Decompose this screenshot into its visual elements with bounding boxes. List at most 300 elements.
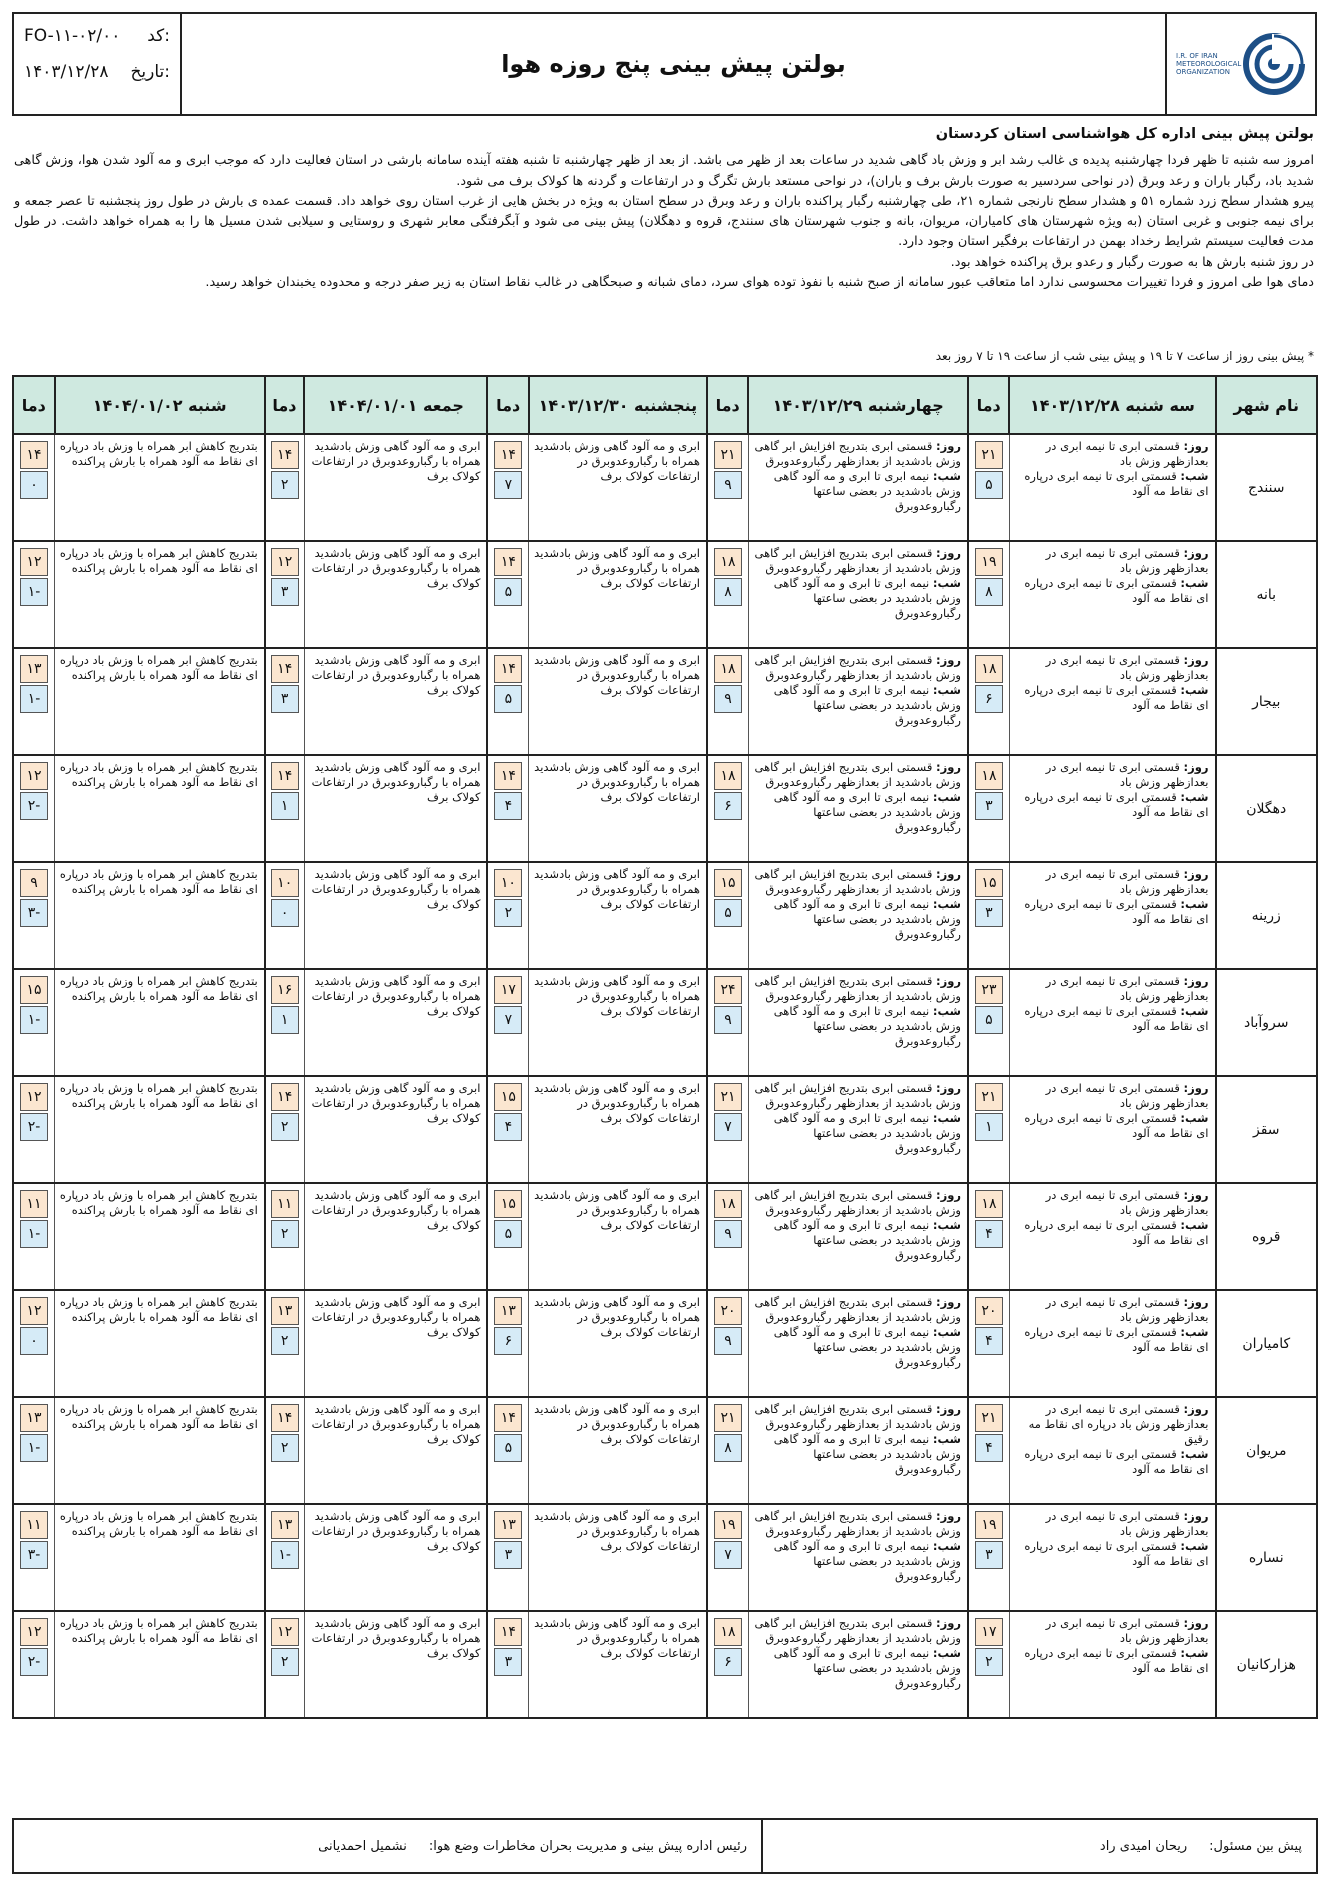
temperature-cell xyxy=(707,1397,748,1504)
bulletin-paragraph: در روز شنبه بارش ها به صورت رگبار و رعدو برق پراکنده خواهد بود. xyxy=(950,254,1314,270)
forecast-text: ابری و مه آلود گاهی وزش بادشدید همراه با رگباروعدوبرق در ارتفاعات کولاک برف xyxy=(534,1509,700,1553)
night-label: شب: xyxy=(932,1218,961,1232)
temperature-cell xyxy=(265,969,304,1076)
temperature-cell xyxy=(487,1611,528,1718)
temperature-cell xyxy=(968,1290,1009,1397)
forecast-text: بتدریج کاهش ابر همراه با وزش باد درپاره ای نقاط مه آلود همراه با بارش پراکنده xyxy=(59,1402,258,1431)
day-forecast-text: قسمتی ابری تا نیمه ابری در بعدازظهر وزش باد xyxy=(1045,1295,1209,1324)
max-temp: ۱۷ xyxy=(975,1618,1003,1646)
city-name: مریوان xyxy=(1245,1442,1287,1459)
city-name: قروه xyxy=(1251,1228,1281,1245)
city-name: دهگلان xyxy=(1246,800,1287,817)
min-temp: -۱ xyxy=(20,1006,48,1034)
forecast-description-cell xyxy=(55,1076,265,1183)
max-temp: ۱۱ xyxy=(20,1190,48,1218)
temperature-cell xyxy=(13,1183,55,1290)
day-forecast-text: قسمتی ابری بتدریج افزایش ابر گاهی وزش بادشدید از بعدازظهر رگباروعدوبرق xyxy=(754,653,961,682)
forecast-description-cell xyxy=(529,1504,707,1611)
night-forecast-text: قسمتی ابری تا نیمه ابری درپاره ای نقاط مه آلود xyxy=(1024,1447,1209,1476)
forecast-text: ابری و مه آلود گاهی وزش بادشدید همراه با رگباروعدوبرق در ارتفاعات کولاک برف xyxy=(311,439,481,483)
min-temp: -۳ xyxy=(20,1541,48,1569)
day-label: روز: xyxy=(935,546,961,560)
city-cell xyxy=(1216,1611,1318,1718)
table-row xyxy=(13,1397,1317,1504)
temperature-cell xyxy=(968,1076,1009,1183)
max-temp: ۱۳ xyxy=(20,1404,48,1432)
night-label: شب: xyxy=(1180,897,1209,911)
day-column-header: چهارشنبه ۱۴۰۳/۱۲/۲۹ xyxy=(748,376,968,434)
min-temp: ۲ xyxy=(271,1113,299,1141)
forecast-description-cell xyxy=(748,1504,968,1611)
day-forecast-text: قسمتی ابری بتدریج افزایش ابر گاهی وزش بادشدید از بعدازظهر رگباروعدوبرق xyxy=(754,546,961,575)
day-label: روز: xyxy=(1183,974,1209,988)
temperature-cell xyxy=(707,969,748,1076)
min-temp: ۷ xyxy=(714,1113,742,1141)
day-label: روز: xyxy=(1183,1295,1209,1309)
min-temp: ۴ xyxy=(975,1434,1003,1462)
min-temp: ۸ xyxy=(975,578,1003,606)
night-forecast-text: قسمتی ابری تا نیمه ابری درپاره ای نقاط مه آلود xyxy=(1024,1646,1209,1675)
max-temp: ۱۳ xyxy=(271,1297,299,1325)
head-label: رئیس اداره پیش بینی و مدیریت بحران مخاطرات وضع هوا: xyxy=(428,1838,747,1854)
date-label: تاریخ: xyxy=(130,62,170,82)
day-label: روز: xyxy=(935,1295,961,1309)
min-temp: -۱ xyxy=(20,1220,48,1248)
temperature-cell xyxy=(487,434,528,541)
temperature-cell xyxy=(13,862,55,969)
temperature-cell xyxy=(968,1611,1009,1718)
day-forecast-text: قسمتی ابری تا نیمه ابری در بعدازظهر وزش باد xyxy=(1045,1081,1209,1110)
forecast-text: ابری و مه آلود گاهی وزش بادشدید همراه با رگباروعدوبرق در ارتفاعات کولاک برف xyxy=(311,546,481,590)
forecast-description-cell xyxy=(1009,755,1215,862)
max-temp: ۱۸ xyxy=(714,655,742,683)
code-value: FO-۱۱-۰۲/۰۰ xyxy=(24,26,121,46)
forecast-text: ابری و مه آلود گاهی وزش بادشدید همراه با رگباروعدوبرق در ارتفاعات کولاک برف xyxy=(311,1509,481,1553)
forecast-description-cell xyxy=(1009,434,1215,541)
temperature-cell xyxy=(265,434,304,541)
night-label: شب: xyxy=(932,576,961,590)
min-temp: -۱ xyxy=(20,1434,48,1462)
night-forecast-text: قسمتی ابری تا نیمه ابری درپاره ای نقاط مه آلود xyxy=(1024,897,1209,926)
forecast-text: ابری و مه آلود گاهی وزش بادشدید همراه با رگباروعدوبرق در ارتفاعات کولاک برف xyxy=(311,1402,481,1446)
temp-column-header: دما xyxy=(487,376,528,434)
day-forecast-text: قسمتی ابری بتدریج افزایش ابر گاهی وزش بادشدید از بعدازظهر رگباروعدوبرق xyxy=(754,439,961,468)
forecast-text: بتدریج کاهش ابر همراه با وزش باد درپاره ای نقاط مه آلود همراه با بارش پراکنده xyxy=(59,1509,258,1538)
max-temp: ۱۴ xyxy=(271,655,299,683)
forecast-text: بتدریج کاهش ابر همراه با وزش باد درپاره ای نقاط مه آلود همراه با بارش پراکنده xyxy=(59,1616,258,1645)
max-temp: ۱۳ xyxy=(494,1511,522,1539)
forecast-description-cell xyxy=(304,969,487,1076)
forecast-text: ابری و مه آلود گاهی وزش بادشدید همراه با رگباروعدوبرق در ارتفاعات کولاک برف xyxy=(534,653,700,697)
city-cell xyxy=(1216,1290,1318,1397)
organization-logo xyxy=(1165,14,1315,114)
night-forecast-text: نیمه ابری تا ابری و مه آلود گاهی وزش بادشدید در بعضی ساعتها رگباروعدوبرق xyxy=(773,790,961,834)
min-temp: ۷ xyxy=(714,1541,742,1569)
temp-column-header: دما xyxy=(265,376,304,434)
forecast-table-body xyxy=(13,434,1317,1718)
max-temp: ۱۲ xyxy=(20,1618,48,1646)
temperature-cell xyxy=(707,862,748,969)
night-label: شب: xyxy=(1180,469,1209,483)
min-temp: ۱ xyxy=(975,1113,1003,1141)
min-temp: ۹ xyxy=(714,1220,742,1248)
table-row xyxy=(13,1611,1317,1718)
night-label: شب: xyxy=(1180,576,1209,590)
temperature-cell xyxy=(707,1076,748,1183)
max-temp: ۱۵ xyxy=(494,1190,522,1218)
forecast-description-cell xyxy=(304,541,487,648)
temperature-cell xyxy=(265,1611,304,1718)
night-label: شب: xyxy=(932,1539,961,1553)
max-temp: ۱۸ xyxy=(714,762,742,790)
max-temp: ۱۲ xyxy=(271,1618,299,1646)
forecast-description-cell xyxy=(55,1290,265,1397)
day-label: روز: xyxy=(1183,546,1209,560)
min-temp: -۱ xyxy=(20,685,48,713)
max-temp: ۱۴ xyxy=(494,1404,522,1432)
city-name: سنندج xyxy=(1247,479,1285,496)
temperature-cell xyxy=(265,1290,304,1397)
min-temp: ۲ xyxy=(271,1648,299,1676)
min-temp: ۲ xyxy=(975,1648,1003,1676)
forecast-text: ابری و مه آلود گاهی وزش بادشدید همراه با رگباروعدوبرق در ارتفاعات کولاک برف xyxy=(311,1295,481,1339)
min-temp: ۶ xyxy=(975,685,1003,713)
forecast-text: بتدریج کاهش ابر همراه با وزش باد درپاره ای نقاط مه آلود همراه با بارش پراکنده xyxy=(59,1188,258,1217)
max-temp: ۱۴ xyxy=(271,1404,299,1432)
min-temp: ۲ xyxy=(271,1327,299,1355)
day-label: روز: xyxy=(935,760,961,774)
document-code-block xyxy=(14,14,182,114)
day-forecast-text: قسمتی ابری بتدریج افزایش ابر گاهی وزش بادشدید از بعدازظهر رگباروعدوبرق xyxy=(754,1402,961,1431)
temperature-cell xyxy=(487,1183,528,1290)
forecast-text: ابری و مه آلود گاهی وزش بادشدید همراه با رگباروعدوبرق در ارتفاعات کولاک برف xyxy=(534,1295,700,1339)
day-forecast-text: قسمتی ابری تا نیمه ابری در بعدازظهر وزش باد xyxy=(1045,1509,1209,1538)
max-temp: ۲۱ xyxy=(975,1083,1003,1111)
forecast-description-cell xyxy=(748,969,968,1076)
day-label: روز: xyxy=(935,1188,961,1202)
max-temp: ۱۹ xyxy=(714,1511,742,1539)
day-forecast-text: قسمتی ابری بتدریج افزایش ابر گاهی وزش بادشدید از بعدازظهر رگباروعدوبرق xyxy=(754,760,961,789)
max-temp: ۱۸ xyxy=(975,655,1003,683)
day-forecast-text: قسمتی ابری تا نیمه ابری در بعدازظهر وزش باد xyxy=(1045,1616,1209,1645)
temperature-cell xyxy=(968,434,1009,541)
day-forecast-text: قسمتی ابری بتدریج افزایش ابر گاهی وزش بادشدید از بعدازظهر رگباروعدوبرق xyxy=(754,1295,961,1324)
forecast-description-cell xyxy=(304,648,487,755)
max-temp: ۲۰ xyxy=(714,1297,742,1325)
forecast-description-cell xyxy=(1009,1183,1215,1290)
temperature-cell xyxy=(487,969,528,1076)
temperature-cell xyxy=(968,648,1009,755)
forecast-text: ابری و مه آلود گاهی وزش بادشدید همراه با رگباروعدوبرق در ارتفاعات کولاک برف xyxy=(311,1188,481,1232)
forecast-description-cell xyxy=(1009,1504,1215,1611)
forecast-text: ابری و مه آلود گاهی وزش بادشدید همراه با رگباروعدوبرق در ارتفاعات کولاک برف xyxy=(534,1188,700,1232)
table-row xyxy=(13,1183,1317,1290)
max-temp: ۱۸ xyxy=(975,762,1003,790)
forecast-text: ابری و مه آلود گاهی وزش بادشدید همراه با رگباروعدوبرق در ارتفاعات کولاک برف xyxy=(534,1616,700,1660)
forecast-text: ابری و مه آلود گاهی وزش بادشدید همراه با رگباروعدوبرق در ارتفاعات کولاک برف xyxy=(534,760,700,804)
day-column-header: پنجشنبه ۱۴۰۳/۱۲/۳۰ xyxy=(529,376,707,434)
temperature-cell xyxy=(13,1504,55,1611)
forecaster-signature xyxy=(761,1820,1316,1872)
min-temp: ۰ xyxy=(20,1327,48,1355)
forecast-description-cell xyxy=(529,755,707,862)
temperature-cell xyxy=(13,1611,55,1718)
day-label: روز: xyxy=(1183,1188,1209,1202)
forecaster-name: ریحان امیدی راد xyxy=(1099,1838,1188,1854)
document-header xyxy=(12,12,1317,116)
temperature-cell xyxy=(487,648,528,755)
min-temp: -۳ xyxy=(20,899,48,927)
temperature-cell xyxy=(707,434,748,541)
forecast-description-cell xyxy=(304,434,487,541)
forecast-hours-note: * پیش بینی روز از ساعت ۷ تا ۱۹ و پیش بینی شب از ساعت ۱۹ تا ۷ روز بعد xyxy=(935,349,1314,363)
max-temp: ۱۲ xyxy=(20,1297,48,1325)
temperature-cell xyxy=(265,755,304,862)
forecast-text: ابری و مه آلود گاهی وزش بادشدید همراه با رگباروعدوبرق در ارتفاعات کولاک برف xyxy=(311,867,481,911)
city-cell xyxy=(1216,541,1318,648)
temperature-cell xyxy=(968,969,1009,1076)
temperature-cell xyxy=(487,1504,528,1611)
temperature-cell xyxy=(265,648,304,755)
head-signature xyxy=(14,1820,761,1872)
min-temp: ۹ xyxy=(714,471,742,499)
night-forecast-text: قسمتی ابری تا نیمه ابری درپاره ای نقاط مه آلود xyxy=(1024,1111,1209,1140)
min-temp: ۳ xyxy=(494,1648,522,1676)
min-temp: ۲ xyxy=(271,1220,299,1248)
night-label: شب: xyxy=(932,790,961,804)
night-label: شب: xyxy=(1180,683,1209,697)
forecast-description-cell xyxy=(1009,541,1215,648)
min-temp: ۵ xyxy=(494,1434,522,1462)
temperature-cell xyxy=(968,1397,1009,1504)
day-forecast-text: قسمتی ابری تا نیمه ابری در بعدازظهر وزش باد xyxy=(1045,867,1209,896)
night-label: شب: xyxy=(932,1004,961,1018)
temperature-cell xyxy=(968,541,1009,648)
night-label: شب: xyxy=(1180,1325,1209,1339)
night-forecast-text: قسمتی ابری تا نیمه ابری درپاره ای نقاط مه آلود xyxy=(1024,1325,1209,1354)
forecast-description-cell xyxy=(304,1290,487,1397)
min-temp: ۴ xyxy=(975,1220,1003,1248)
max-temp: ۱۵ xyxy=(494,1083,522,1111)
max-temp: ۲۱ xyxy=(975,441,1003,469)
table-row xyxy=(13,541,1317,648)
forecast-text: بتدریج کاهش ابر همراه با وزش باد درپاره ای نقاط مه آلود همراه با بارش پراکنده xyxy=(59,546,258,575)
night-label: شب: xyxy=(932,1432,961,1446)
city-cell xyxy=(1216,755,1318,862)
day-forecast-text: قسمتی ابری بتدریج افزایش ابر گاهی وزش بادشدید از بعدازظهر رگباروعدوبرق xyxy=(754,1509,961,1538)
night-forecast-text: نیمه ابری تا ابری و مه آلود گاهی وزش بادشدید در بعضی ساعتها رگباروعدوبرق xyxy=(773,1539,961,1583)
night-forecast-text: قسمتی ابری تا نیمه ابری درپاره ای نقاط مه آلود xyxy=(1024,576,1209,605)
min-temp: ۷ xyxy=(494,471,522,499)
temperature-cell xyxy=(13,434,55,541)
head-name: نشمیل احمدیانی xyxy=(318,1838,407,1854)
night-label: شب: xyxy=(1180,1646,1209,1660)
max-temp: ۱۳ xyxy=(494,1297,522,1325)
min-temp: ۷ xyxy=(494,1006,522,1034)
min-temp: ۰ xyxy=(271,899,299,927)
min-temp: ۶ xyxy=(494,1327,522,1355)
min-temp: -۲ xyxy=(20,1113,48,1141)
city-name: سروآباد xyxy=(1243,1014,1289,1031)
min-temp: ۹ xyxy=(714,1006,742,1034)
night-forecast-text: نیمه ابری تا ابری و مه آلود گاهی وزش بادشدید در بعضی ساعتها رگباروعدوبرق xyxy=(773,1111,961,1155)
max-temp: ۱۴ xyxy=(494,762,522,790)
forecast-description-cell xyxy=(55,1504,265,1611)
night-forecast-text: نیمه ابری تا ابری و مه آلود گاهی وزش بادشدید در بعضی ساعتها رگباروعدوبرق xyxy=(773,469,961,513)
min-temp: ۲ xyxy=(271,471,299,499)
night-forecast-text: قسمتی ابری تا نیمه ابری درپاره ای نقاط مه آلود xyxy=(1024,1218,1209,1247)
forecast-text: ابری و مه آلود گاهی وزش بادشدید همراه با رگباروعدوبرق در ارتفاعات کولاک برف xyxy=(534,867,700,911)
day-label: روز: xyxy=(935,1616,961,1630)
day-label: روز: xyxy=(1183,653,1209,667)
day-forecast-text: قسمتی ابری بتدریج افزایش ابر گاهی وزش بادشدید از بعدازظهر رگباروعدوبرق xyxy=(754,867,961,896)
day-forecast-text: قسمتی ابری بتدریج افزایش ابر گاهی وزش بادشدید از بعدازظهر رگباروعدوبرق xyxy=(754,1081,961,1110)
forecast-text: ابری و مه آلود گاهی وزش بادشدید همراه با رگباروعدوبرق در ارتفاعات کولاک برف xyxy=(534,1081,700,1125)
temperature-cell xyxy=(707,648,748,755)
forecast-description-cell xyxy=(55,969,265,1076)
day-forecast-text: قسمتی ابری تا نیمه ابری در بعدازظهر وزش باد درپاره ای نقاط مه رقیق xyxy=(1028,1402,1209,1446)
forecast-text: ابری و مه آلود گاهی وزش بادشدید همراه با رگباروعدوبرق در ارتفاعات کولاک برف xyxy=(534,974,700,1018)
temperature-cell xyxy=(13,541,55,648)
forecast-text: ابری و مه آلود گاهی وزش بادشدید همراه با رگباروعدوبرق در ارتفاعات کولاک برف xyxy=(311,974,481,1018)
night-label: شب: xyxy=(1180,1539,1209,1553)
temperature-cell xyxy=(13,969,55,1076)
temperature-cell xyxy=(265,1504,304,1611)
max-temp: ۱۹ xyxy=(975,1511,1003,1539)
min-temp: ۹ xyxy=(714,685,742,713)
min-temp: ۴ xyxy=(494,1113,522,1141)
meteorological-organization-logo-icon xyxy=(1242,32,1306,96)
temp-column-header: دما xyxy=(968,376,1009,434)
min-temp: ۳ xyxy=(494,1541,522,1569)
day-label: روز: xyxy=(935,867,961,881)
max-temp: ۱۳ xyxy=(271,1511,299,1539)
forecast-text: ابری و مه آلود گاهی وزش بادشدید همراه با رگباروعدوبرق در ارتفاعات کولاک برف xyxy=(311,1081,481,1125)
day-label: روز: xyxy=(1183,1616,1209,1630)
night-label: شب: xyxy=(932,1111,961,1125)
forecast-description-cell xyxy=(529,1397,707,1504)
temperature-cell xyxy=(968,1504,1009,1611)
min-temp: ۶ xyxy=(714,1648,742,1676)
city-cell xyxy=(1216,1076,1318,1183)
max-temp: ۱۲ xyxy=(20,762,48,790)
max-temp: ۱۸ xyxy=(975,1190,1003,1218)
min-temp: ۱ xyxy=(271,1006,299,1034)
temperature-cell xyxy=(487,1397,528,1504)
night-forecast-text: نیمه ابری تا ابری و مه آلود گاهی وزش بادشدید در بعضی ساعتها رگباروعدوبرق xyxy=(773,1218,961,1262)
min-temp: ۳ xyxy=(271,578,299,606)
forecast-text: بتدریج کاهش ابر همراه با وزش باد درپاره ای نقاط مه آلود همراه با بارش پراکنده xyxy=(59,974,258,1003)
day-label: روز: xyxy=(935,1509,961,1523)
min-temp: ۸ xyxy=(714,578,742,606)
night-forecast-text: نیمه ابری تا ابری و مه آلود گاهی وزش بادشدید در بعضی ساعتها رگباروعدوبرق xyxy=(773,1432,961,1476)
forecast-text: بتدریج کاهش ابر همراه با وزش باد درپاره ای نقاط مه آلود همراه با بارش پراکنده xyxy=(59,653,258,682)
min-temp: -۲ xyxy=(20,1648,48,1676)
min-temp: ۸ xyxy=(714,1434,742,1462)
temperature-cell xyxy=(13,1290,55,1397)
temperature-cell xyxy=(968,1183,1009,1290)
temperature-cell xyxy=(487,1290,528,1397)
max-temp: ۲۱ xyxy=(714,441,742,469)
day-forecast-text: قسمتی ابری تا نیمه ابری در بعدازظهر وزش باد xyxy=(1045,760,1209,789)
city-cell xyxy=(1216,648,1318,755)
forecast-description-cell xyxy=(304,1397,487,1504)
night-forecast-text: نیمه ابری تا ابری و مه آلود گاهی وزش بادشدید در بعضی ساعتها رگباروعدوبرق xyxy=(773,1325,961,1369)
city-cell xyxy=(1216,1183,1318,1290)
day-label: روز: xyxy=(1183,1081,1209,1095)
day-column-header: شنبه ۱۴۰۴/۰۱/۰۲ xyxy=(55,376,265,434)
table-row xyxy=(13,434,1317,541)
forecast-description-cell xyxy=(748,862,968,969)
forecast-description-cell xyxy=(1009,1397,1215,1504)
min-temp: ۲ xyxy=(494,899,522,927)
max-temp: ۱۸ xyxy=(714,1618,742,1646)
forecast-description-cell xyxy=(1009,969,1215,1076)
max-temp: ۱۵ xyxy=(20,976,48,1004)
max-temp: ۱۴ xyxy=(494,441,522,469)
forecast-description-cell xyxy=(529,541,707,648)
forecast-description-cell xyxy=(529,969,707,1076)
logo-text: I.R. OF IRAN METEOROLOGICAL ORGANIZATION xyxy=(1176,52,1242,76)
night-label: شب: xyxy=(1180,1218,1209,1232)
temperature-cell xyxy=(13,755,55,862)
max-temp: ۲۰ xyxy=(975,1297,1003,1325)
max-temp: ۲۱ xyxy=(714,1083,742,1111)
max-temp: ۱۳ xyxy=(20,655,48,683)
forecast-text: بتدریج کاهش ابر همراه با وزش باد درپاره ای نقاط مه آلود همراه با بارش پراکنده xyxy=(59,1295,258,1324)
forecast-description-cell xyxy=(304,1076,487,1183)
forecast-description-cell xyxy=(529,862,707,969)
night-label: شب: xyxy=(1180,1004,1209,1018)
forecast-description-cell xyxy=(1009,1076,1215,1183)
table-row xyxy=(13,648,1317,755)
city-cell xyxy=(1216,434,1318,541)
forecast-description-cell xyxy=(529,1076,707,1183)
forecast-text: ابری و مه آلود گاهی وزش بادشدید همراه با رگباروعدوبرق در ارتفاعات کولاک برف xyxy=(311,1616,481,1660)
temperature-cell xyxy=(707,1290,748,1397)
forecast-description-cell xyxy=(1009,648,1215,755)
night-forecast-text: نیمه ابری تا ابری و مه آلود گاهی وزش بادشدید در بعضی ساعتها رگباروعدوبرق xyxy=(773,1004,961,1048)
table-row xyxy=(13,755,1317,862)
night-forecast-text: قسمتی ابری تا نیمه ابری درپاره ای نقاط مه آلود xyxy=(1024,683,1209,712)
temp-column-header: دما xyxy=(13,376,55,434)
forecast-description-cell xyxy=(55,541,265,648)
forecast-description-cell xyxy=(304,755,487,862)
max-temp: ۲۴ xyxy=(714,976,742,1004)
bulletin-text xyxy=(14,124,1314,293)
temperature-cell xyxy=(487,862,528,969)
night-forecast-text: قسمتی ابری تا نیمه ابری درپاره ای نقاط مه آلود xyxy=(1024,469,1209,498)
night-forecast-text: قسمتی ابری تا نیمه ابری درپاره ای نقاط مه آلود xyxy=(1024,790,1209,819)
min-temp: ۰ xyxy=(20,471,48,499)
document-title: بولتن پیش بینی پنج روزه هوا xyxy=(501,50,846,78)
city-cell xyxy=(1216,1397,1318,1504)
forecast-description-cell xyxy=(304,1183,487,1290)
max-temp: ۱۰ xyxy=(271,869,299,897)
day-forecast-text: قسمتی ابری بتدریج افزایش ابر گاهی وزش بادشدید از بعدازظهر رگباروعدوبرق xyxy=(754,974,961,1003)
min-temp: ۹ xyxy=(714,1327,742,1355)
bulletin-paragraph: دمای هوا طی امروز و فردا تغییرات محسوسی ندارد اما متعاقب عبور سامانه از صبح شنبه با نفوذ توده هوای سرد، دمای شبانه و صبحگاهی در غالب نقاط استان به زیر صفر درجه و محدوده یخبندان خواهد رسید. xyxy=(205,275,1314,291)
forecast-description-cell xyxy=(529,1611,707,1718)
min-temp: ۶ xyxy=(714,792,742,820)
night-label: شب: xyxy=(932,1325,961,1339)
max-temp: ۱۵ xyxy=(975,869,1003,897)
max-temp: ۱۱ xyxy=(20,1511,48,1539)
temperature-cell xyxy=(13,1397,55,1504)
temperature-cell xyxy=(707,1504,748,1611)
city-name: کامیاران xyxy=(1242,1335,1291,1352)
forecast-description-cell xyxy=(748,1611,968,1718)
